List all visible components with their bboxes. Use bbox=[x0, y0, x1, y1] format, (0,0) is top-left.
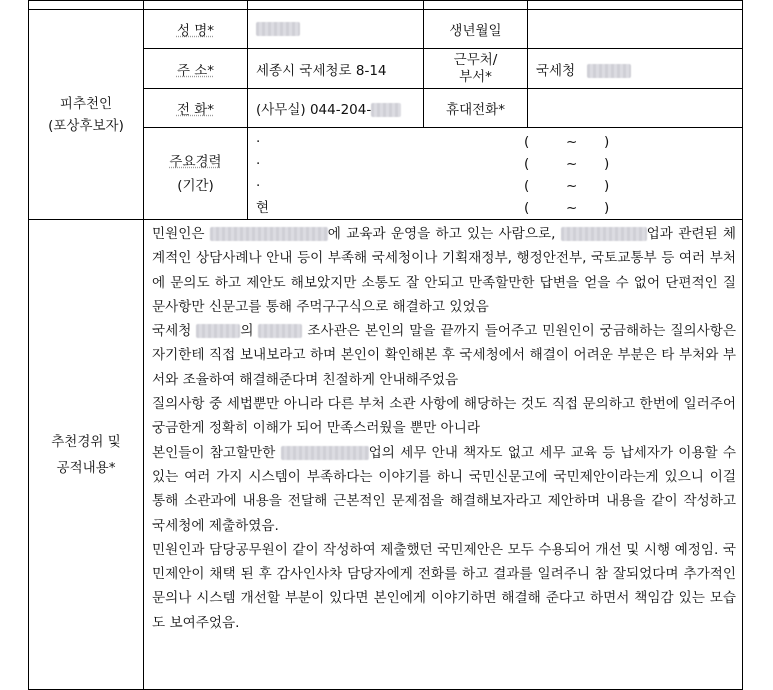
career-tilde: ~ bbox=[566, 134, 578, 150]
phone-value bbox=[248, 89, 424, 128]
birth-value bbox=[528, 10, 743, 49]
career-item bbox=[256, 131, 742, 153]
career-open: ( bbox=[524, 134, 530, 150]
p1-text-c: 업과 관련된 체계적인 상담사례나 안내 등이 부족해 국세청이나 기획재정부, 행정안전부, 국토교통부 등 여러 부처에 문의도 하고 제안도 해보았지만 소통도 잘 안되고 만족할만한 답변을 얻을 수 없어 단편적인 질문사항만 신문고를 통해 주먹구구식으로 해결하고 있었음 bbox=[152, 226, 736, 315]
name-redaction bbox=[256, 22, 300, 36]
recommendation-content bbox=[144, 220, 743, 690]
nominee-label-line1: 피추천인 bbox=[59, 95, 113, 112]
career-open: ( bbox=[524, 156, 530, 172]
career-close: ) bbox=[604, 200, 610, 216]
phone-label bbox=[144, 89, 248, 128]
workplace-value-text: 국세청 bbox=[536, 62, 576, 79]
career-tilde: ~ bbox=[566, 200, 578, 216]
career-tilde: ~ bbox=[566, 156, 578, 172]
career-mark: · bbox=[256, 134, 261, 150]
mobile-value bbox=[528, 89, 743, 128]
career-label bbox=[144, 128, 248, 220]
name-value bbox=[248, 10, 424, 49]
workplace-label-line1: 근무처/ bbox=[453, 51, 498, 68]
p4-text-a: 본인들이 참고할만한 bbox=[152, 444, 276, 461]
workplace-value bbox=[528, 49, 743, 89]
paragraph-4 bbox=[152, 441, 736, 538]
career-label-line1: 주요경력 bbox=[169, 153, 222, 170]
cell-top bbox=[144, 1, 248, 10]
workplace-label-line2: 부서* bbox=[459, 68, 492, 85]
name-label bbox=[144, 10, 248, 49]
mobile-label: 휴대전화* bbox=[424, 89, 528, 128]
name-label-text: 성 명* bbox=[176, 23, 215, 39]
career-value bbox=[248, 128, 743, 220]
cell-top bbox=[528, 1, 743, 10]
phone-value-text: (사무실) 044-204- bbox=[256, 102, 372, 118]
p2-redaction-2 bbox=[258, 324, 302, 338]
workplace-label bbox=[424, 49, 528, 89]
career-tilde: ~ bbox=[566, 178, 578, 194]
cell-top bbox=[424, 1, 528, 10]
p4-redaction bbox=[281, 446, 369, 460]
address-label bbox=[144, 49, 248, 89]
p2-text-b: 의 bbox=[240, 323, 254, 340]
p1-text-b: 에 교육과 운영을 하고 있는 사람으로, bbox=[327, 226, 556, 242]
p1-redaction-2 bbox=[561, 227, 647, 241]
career-item bbox=[256, 153, 742, 175]
p2-text-c: 조사관은 본인의 말을 끝까지 들어주고 민원인이 궁금해하는 질의사항은 자기한테 직접 보내보라고 하며 본인이 확인해본 후 국세청에서 해결이 어려운 부분은 타 부처와 부서와 조율하여 해결해준다며 친절하게 안내해주었음 bbox=[152, 323, 736, 388]
paragraph-5: 민원인과 담당공무원이 같이 작성하여 제출했던 국민제안은 모두 수용되어 개선 및 시행 예정임. 국민제안이 채택 된 후 감사인사차 담당자에게 전화를 하고 결과를 일려주니 참 잘되었다며 추가적인 문의나 시스템 개선할 부분이 있다면 본인에게 이야기하면 해결해 준다고 하면서 책임감 있는 모습도 보여주었음. bbox=[152, 541, 736, 631]
p1-redaction-1 bbox=[210, 227, 328, 241]
address-label-text: 주 소* bbox=[176, 62, 215, 79]
career-close: ) bbox=[604, 156, 610, 172]
p2-redaction-1 bbox=[196, 324, 240, 338]
cell-top bbox=[248, 1, 424, 10]
paragraph-2 bbox=[152, 319, 736, 392]
career-item bbox=[256, 175, 742, 197]
nominee-form-table bbox=[28, 0, 743, 690]
table-top-row bbox=[29, 1, 743, 10]
cell-top-left bbox=[29, 1, 144, 10]
recommendation-section-label bbox=[29, 220, 144, 690]
career-mark: · bbox=[256, 178, 261, 194]
career-open: ( bbox=[524, 178, 530, 194]
phone-label-text: 전 화* bbox=[176, 102, 215, 118]
recommendation-row bbox=[29, 220, 743, 690]
career-list bbox=[248, 131, 742, 219]
recommendation-label-line2: 공적내용* bbox=[56, 459, 116, 476]
paragraph-1 bbox=[152, 222, 736, 319]
p4-text-b: 업의 세무 안내 책자도 없고 세무 교육 등 납세자가 이용할 수 있는 여러 가지 시스템이 부족하다는 이야기를 하니 국민신문고에 국민제안이라는게 있으니 이걸 통해 소관과에 내용을 전달해 근본적인 문제점을 해결해보자라고 제안하며 내용을 같이 작성하고 국세청에 제출하였음. bbox=[152, 444, 736, 534]
nominee-section-label bbox=[29, 10, 144, 220]
career-mark: · bbox=[256, 156, 261, 172]
career-close: ) bbox=[604, 178, 610, 194]
phone-redaction bbox=[371, 103, 401, 117]
career-close: ) bbox=[604, 134, 610, 150]
p2-text-a: 국세청 bbox=[152, 323, 192, 340]
paragraph-3: 질의사항 중 세법뿐만 아니라 다른 부처 소관 사항에 해당하는 것도 직접 문의하고 한번에 일러주어 궁금한게 정확히 이해가 되어 만족스러웠을 뿐만 아니라 bbox=[152, 396, 736, 437]
career-mark: 현 bbox=[256, 200, 270, 216]
address-value: 세종시 국세청로 8-14 bbox=[248, 49, 424, 89]
name-row bbox=[29, 10, 743, 49]
recommendation-label-line1: 추천경위 및 bbox=[51, 433, 121, 450]
nominee-label-line2: (포상후보자) bbox=[48, 117, 124, 134]
career-item bbox=[256, 197, 742, 219]
career-label-line2: (기간) bbox=[177, 177, 214, 194]
career-open: ( bbox=[524, 200, 530, 216]
p1-text-a: 민원인은 bbox=[152, 226, 205, 242]
workplace-redaction bbox=[587, 64, 631, 78]
birth-label: 생년월일 bbox=[424, 10, 528, 49]
